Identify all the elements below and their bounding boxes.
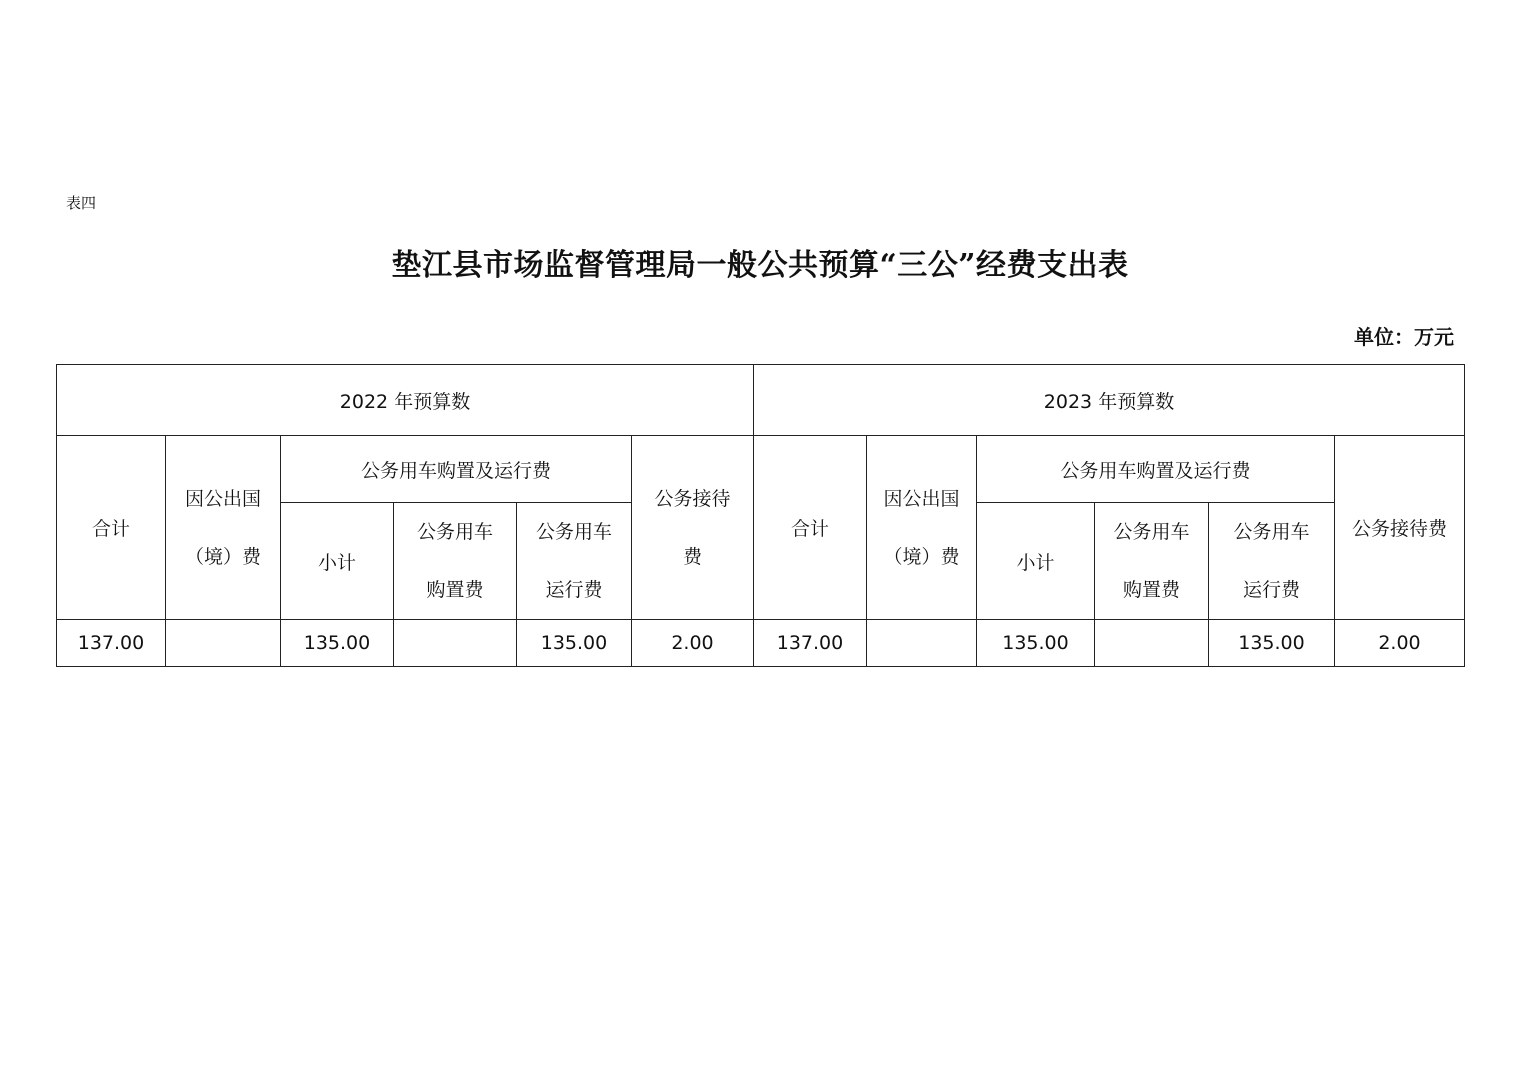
year-2023-header: 2023 年预算数 [754,365,1465,436]
abroad-header-line2: （境）费 [883,545,960,568]
purchase-header-2023 [1095,503,1209,620]
reception-2022-cell: 2.00 [632,620,754,667]
table-number-label: 表四 [66,194,97,212]
total-header-2022: 合计 [57,436,166,620]
abroad-header-line1: 因公出国 [883,487,960,510]
reception-header-line2: 费 [682,545,702,568]
abroad-header-line2: （境）费 [184,545,261,568]
vehicle-group-header-2022: 公务用车购置及运行费 [281,436,632,503]
reception-2023-cell: 2.00 [1335,620,1465,667]
subtotal-header-2023: 小计 [977,503,1095,620]
table-row [57,620,1465,667]
year-header-row [57,365,1465,436]
purchase-2023-cell [1095,620,1209,667]
operation-header-2023 [1209,503,1335,620]
purchase-header-2022 [394,503,517,620]
total-2022-cell: 137.00 [57,620,166,667]
abroad-header-2022 [166,436,281,620]
abroad-2023-cell [867,620,977,667]
year-2022-header: 2022 年预算数 [57,365,754,436]
purchase-header-line1: 公务用车 [416,521,493,543]
purchase-2022-cell [394,620,517,667]
three-public-expenses-table [56,364,1465,667]
column-header-row-1 [57,436,1465,503]
subtotal-header-2022: 小计 [281,503,394,620]
document-title: 垫江县市场监督管理局一般公共预算“三公”经费支出表 [391,248,1129,283]
reception-header-line1: 公务接待 [654,487,731,510]
operation-header-line2: 运行费 [545,579,603,601]
reception-header-2022 [632,436,754,620]
operation-2022-cell: 135.00 [517,620,632,667]
unit-label: 单位：万元 [1354,325,1454,349]
operation-header-line2: 运行费 [1242,579,1300,601]
total-2023-cell: 137.00 [754,620,867,667]
reception-header-2023: 公务接待费 [1335,436,1465,620]
operation-header-2022 [517,503,632,620]
total-header-2023: 合计 [754,436,867,620]
abroad-2022-cell [166,620,281,667]
subtotal-2023-cell: 135.00 [977,620,1095,667]
subtotal-2022-cell: 135.00 [281,620,394,667]
vehicle-group-header-2023: 公务用车购置及运行费 [977,436,1335,503]
operation-header-line1: 公务用车 [535,521,612,543]
abroad-header-2023 [867,436,977,620]
purchase-header-line2: 购置费 [426,579,484,601]
purchase-header-line1: 公务用车 [1113,521,1190,543]
purchase-header-line2: 购置费 [1122,579,1180,601]
abroad-header-line1: 因公出国 [184,487,261,510]
operation-2023-cell: 135.00 [1209,620,1335,667]
operation-header-line1: 公务用车 [1233,521,1310,543]
